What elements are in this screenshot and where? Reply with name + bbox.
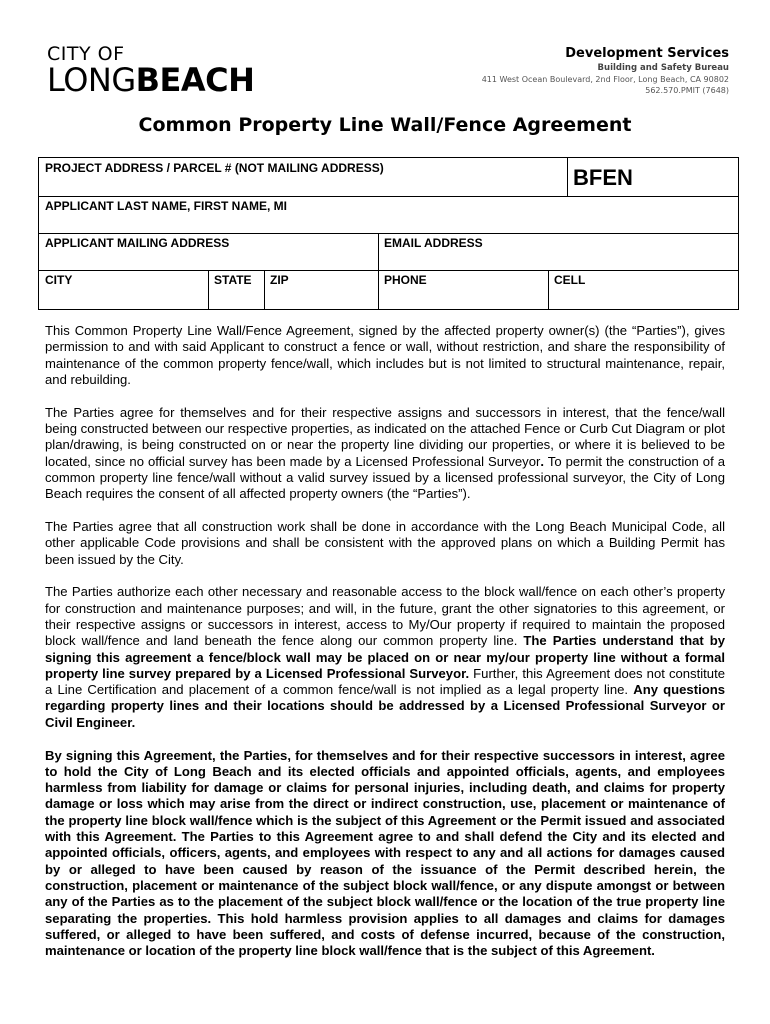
bold-text: Any questions regarding property lines and their locations should be addressed by a Licensed Professional Surveyor or Civil Engineer. (45, 682, 725, 730)
logo-long-beach (47, 61, 255, 99)
mailing-address-field[interactable] (39, 233, 378, 270)
mailing-address-label: APPLICANT MAILING ADDRESS (45, 236, 230, 250)
phone-label: PHONE (384, 273, 427, 287)
logo-beach: BEACH (135, 61, 255, 99)
permit-code: BFEN (573, 165, 633, 190)
document-title: Common Property Line Wall/Fence Agreement (138, 114, 632, 136)
paragraph-text: Further, this Agreement does not constitute a Line Certification and placement of a common fence/wall is not implied as a legal property line. (45, 665, 725, 698)
state-label: STATE (214, 273, 252, 287)
cell-label: CELL (554, 273, 586, 287)
department-info (482, 45, 729, 96)
zip-label: ZIP (270, 273, 289, 287)
paragraph-text: The Parties agree for themselves and for their respective assigns and successors in interest, that the fence/wall being constructed between our respective properties, as indicated on the attached Fence or Curb Cut Diagram or plot plan/drawing, is being constructed on or near the property line dividing our properties, or where it is believed to be located, since no official survey has been made by a Licensed Professional Surveyor (45, 404, 725, 469)
permit-code-box (567, 158, 738, 196)
bold-text: The Parties understand that by signing this agreement a fence/block wall may be placed on or near my/our property line without a formal property line survey prepared by a Licensed Professional Surveyor. (45, 633, 726, 681)
paragraph-permission: This Common Property Line Wall/Fence Agreement, signed by the affected property owner(s) (the “Parties”), gives permission to and with said Applicant to construct a fence or wall, without restriction, and share the responsibility of maintenance of the common property fence/wall, which includes but is not limited to structural maintenance, repair, and rebuilding. (45, 323, 725, 387)
city-field[interactable] (39, 270, 208, 310)
paragraph-construction: The Parties agree that all construction work shall be done in accordance with the Long Beach Municipal Code, all other applicable Code provisions and shall be consistent with the approved plans on which a Building Permit has been issued by the City. (45, 518, 725, 567)
email-label: EMAIL ADDRESS (384, 236, 483, 250)
paragraph-property-line (45, 405, 725, 503)
logo-city-of: CITY OF (47, 43, 125, 65)
paragraph-text: To permit the construction of a common property line fence/wall without a valid survey issued by a licensed professional surveyor, the City of Long Beach requires the consent of all affected property owners (the “Parties”). (45, 453, 725, 502)
department-address: 411 West Ocean Boulevard, 2nd Floor, Long Beach, CA 90802 (481, 75, 729, 84)
email-field[interactable] (378, 233, 738, 270)
bureau-name: Building and Safety Bureau (597, 63, 729, 73)
project-address-field[interactable] (39, 158, 567, 196)
phone-field[interactable] (378, 270, 548, 310)
department-name: Development Services (565, 46, 729, 61)
paragraph-access (45, 584, 725, 731)
cell-field[interactable] (548, 270, 738, 310)
city-logo (47, 43, 255, 99)
paragraph-hold-harmless: By signing this Agreement, the Parties, for themselves and for their respective successors in interest, agree to hold the City of Long Beach and its elected officials and appointed officials, agents, and employees harmless from liability for damage or claims for personal injuries, including death, and claims for property damage or loss which may arise from the direct or indirect construction, use, placement or maintenance of the property line block wall/fence which is the subject of this Agreement or the Permit issued and associated with this Agreement. The Parties to this Agreement agree to and shall defend the City and its elected and appointed officials, officers, agents, and employees with respect to any and all actions for damages caused by or alleged to have been caused by reason of the issuance of the Permit described herein, the construction, placement or maintenance of the subject block wall/fence, or any dispute amongst or between any of the Parties as to the placement of the subject block wall/fence or the location of the true property line separating the properties. This hold harmless provision applies to all damages and claims for damages suffered, or alleged to have been suffered, and costs of defense incurred, because of the construction, maintenance or location of the property line block wall/fence that is the subject of this Agreement. (45, 747, 725, 959)
agreement-body (45, 323, 725, 976)
bold-period: . (540, 453, 545, 469)
applicant-form-table (38, 157, 739, 310)
paragraph-text: The Parties authorize each other necessary and reasonable access to the block wall/fence on each other’s property for construction and maintenance purposes; and will, in the future, grant the other signatories to this agreement, or their respective assigns or successors in interest, access to My/Our property if required to maintain the proposed block wall/fence and land beneath the fence along our common property line. (45, 584, 725, 649)
zip-field[interactable] (264, 270, 378, 310)
logo-long: LONG (47, 61, 136, 99)
department-phone: 562.570.PMIT (7648) (645, 86, 729, 95)
city-label: CITY (45, 273, 73, 287)
applicant-name-label: APPLICANT LAST NAME, FIRST NAME, MI (45, 199, 287, 213)
project-address-label: PROJECT ADDRESS / PARCEL # (NOT MAILING ADDRESS) (45, 161, 384, 175)
applicant-name-field[interactable] (39, 196, 738, 233)
state-field[interactable] (208, 270, 264, 310)
